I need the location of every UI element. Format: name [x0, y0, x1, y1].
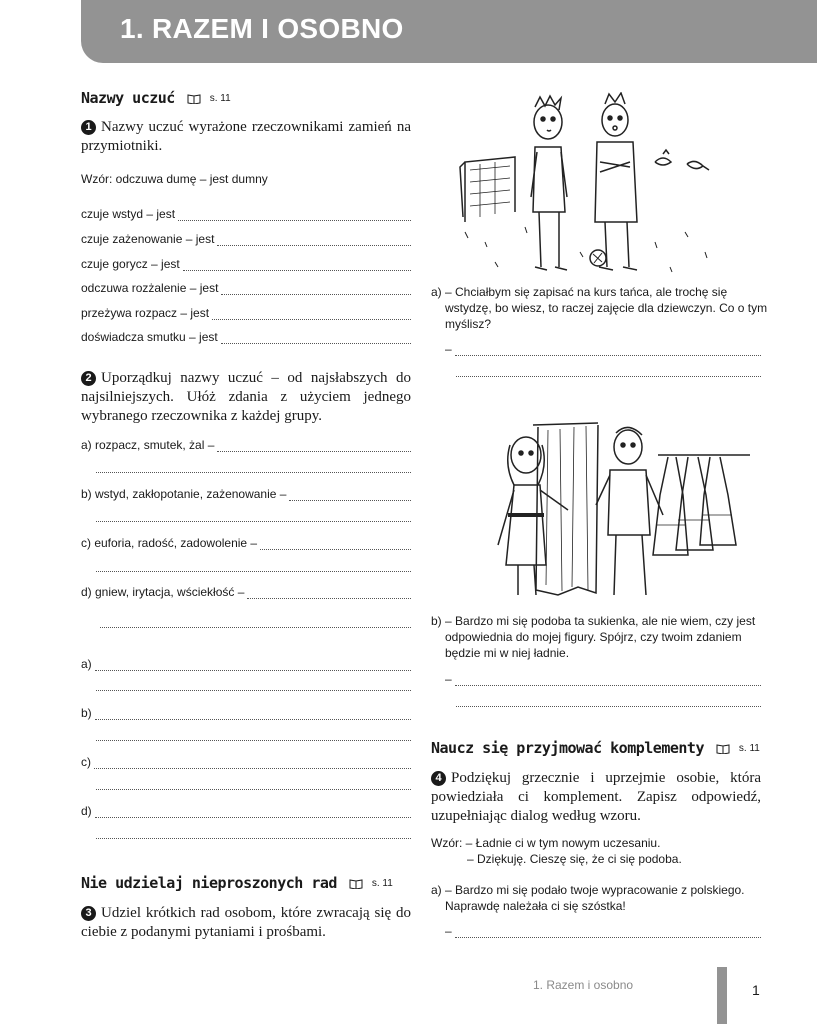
- section-title-text: Naucz się przyjmować komplementy: [431, 739, 704, 757]
- answer-line[interactable]: [96, 789, 411, 790]
- exercise-text: Udziel krótkich rad osobom, które zwracają się do ciebie z podanymi pytaniami i prośbami.: [81, 905, 411, 940]
- item-label: doświadcza smutku – jest: [81, 330, 218, 344]
- exercise-number: 3: [81, 906, 96, 921]
- group-label: c) euforia, radość, zadowolenie –: [81, 536, 258, 550]
- exercise-1-item[interactable]: [81, 330, 411, 344]
- exercise-number: 1: [81, 120, 96, 135]
- sentence-row[interactable]: [81, 706, 411, 720]
- page-number: 1: [752, 982, 760, 998]
- exercise-text: Podziękuj grzecznie i uprzejmie osobie, która powiedziała ci komplement. Zapisz odpowiedź, uzupełniając dialog według wzoru.: [431, 770, 761, 824]
- answer-line[interactable]: [95, 807, 411, 818]
- exercise-1-item[interactable]: [81, 281, 411, 295]
- answer-line[interactable]: [96, 571, 411, 572]
- exercise-1-item[interactable]: [81, 207, 411, 221]
- answer-line[interactable]: [95, 660, 411, 671]
- answer-line[interactable]: [212, 309, 411, 320]
- exercise-4-example-2: – Dziękuję. Cieszę się, że ci się podoba.: [467, 852, 682, 866]
- answer-line[interactable]: [221, 284, 411, 295]
- row-letter: b): [81, 706, 92, 720]
- answer-line[interactable]: [455, 927, 761, 938]
- exercise-4-example-1: Wzór: – Ładnie ci w tym nowym uczesaniu.: [431, 836, 661, 850]
- exercise-number: 4: [431, 771, 446, 786]
- exercise-text: Uporządkuj nazwy uczuć – od najsłabszych do najsilniejszych. Ułóż zdania z użyciem jednego wybranego rzeczownika z każdej grupy.: [81, 370, 411, 424]
- exercise-number: 2: [81, 371, 96, 386]
- page-ref: s. 11: [738, 743, 760, 755]
- answer-line[interactable]: [100, 627, 411, 628]
- answer-line[interactable]: [94, 758, 411, 769]
- dash: –: [445, 672, 452, 686]
- answer-line[interactable]: [96, 740, 411, 741]
- answer-line[interactable]: [456, 376, 761, 377]
- boys-illustration: [455, 92, 725, 277]
- answer-line[interactable]: [455, 345, 761, 356]
- exercise-3-instruction: [81, 904, 411, 942]
- exercise-1-item[interactable]: [81, 232, 411, 246]
- section-title-komplementy: [431, 739, 760, 758]
- item-label: czuje gorycz – jest: [81, 257, 180, 271]
- answer-line[interactable]: [96, 472, 411, 473]
- exercise-1-instruction: [81, 118, 411, 156]
- answer-line[interactable]: [455, 675, 761, 686]
- footer-bar: [717, 967, 727, 1024]
- footer-chapter: 1. Razem i osobno: [533, 978, 634, 992]
- answer-line[interactable]: [260, 539, 411, 550]
- section-title-text: Nie udzielaj nieproszonych rad: [81, 874, 337, 892]
- answer-line[interactable]: [289, 490, 411, 501]
- dialog-b-answer[interactable]: [445, 672, 761, 686]
- book-icon: [716, 744, 730, 754]
- book-icon: [187, 94, 201, 104]
- exercise-2-group[interactable]: [81, 487, 411, 501]
- dialog-b: b) – Bardzo mi się podoba ta sukienka, ale nie wiem, czy jest odpowiednia do mojej figury. Spójrz, czy twoim zdaniem będzie mi w niej ładnie.: [431, 614, 756, 660]
- answer-line[interactable]: [96, 690, 411, 691]
- answer-line[interactable]: [183, 260, 411, 271]
- section-title-nazwy-uczuc: [81, 89, 231, 108]
- sentence-row[interactable]: [81, 657, 411, 671]
- sentence-row[interactable]: [81, 755, 411, 769]
- exercise-1-item[interactable]: [81, 306, 411, 320]
- exercise-2-group[interactable]: [81, 438, 411, 452]
- page-ref: s. 11: [371, 878, 393, 890]
- dash: –: [445, 342, 452, 356]
- section-title-text: Nazwy uczuć: [81, 89, 175, 107]
- page-ref: s. 11: [209, 93, 231, 105]
- exercise-4-instruction: [431, 769, 761, 826]
- section-title-nie-udzielaj: [81, 874, 393, 893]
- exercise-4-answer[interactable]: [445, 924, 761, 938]
- answer-line[interactable]: [247, 588, 411, 599]
- exercise-text: Nazwy uczuć wyrażone rzeczownikami zamień na przymiotniki.: [81, 119, 411, 154]
- answer-line[interactable]: [96, 838, 411, 839]
- item-label: odczuwa rozżalenie – jest: [81, 281, 219, 295]
- answer-line[interactable]: [217, 441, 411, 452]
- group-label: b) wstyd, zakłopotanie, zażenowanie –: [81, 487, 287, 501]
- exercise-2-instruction: [81, 369, 411, 426]
- exercise-2-group[interactable]: [81, 536, 411, 550]
- answer-line[interactable]: [217, 235, 411, 246]
- answer-line[interactable]: [456, 706, 761, 707]
- book-icon: [349, 879, 363, 889]
- girls-illustration: [488, 415, 758, 600]
- answer-line[interactable]: [95, 709, 411, 720]
- row-letter: c): [81, 755, 91, 769]
- group-label: d) gniew, irytacja, wściekłość –: [81, 585, 245, 599]
- item-label: czuje wstyd – jest: [81, 207, 176, 221]
- exercise-4-item-a: a) – Bardzo mi się podało twoje wypracowanie z polskiego. Naprawdę należała ci się szóstka!: [431, 883, 745, 913]
- sentence-row[interactable]: [81, 804, 411, 818]
- group-label: a) rozpacz, smutek, żal –: [81, 438, 215, 452]
- answer-line[interactable]: [96, 521, 411, 522]
- exercise-1-example: Wzór: odczuwa dumę – jest dumny: [81, 172, 268, 186]
- row-letter: d): [81, 804, 92, 818]
- chapter-title: 1. RAZEM I OSOBNO: [120, 13, 404, 44]
- answer-line[interactable]: [178, 210, 411, 221]
- row-letter: a): [81, 657, 92, 671]
- item-label: czuje zażenowanie – jest: [81, 232, 215, 246]
- item-label: przeżywa rozpacz – jest: [81, 306, 210, 320]
- dash: –: [445, 924, 452, 938]
- exercise-2-group[interactable]: [81, 585, 411, 599]
- answer-line[interactable]: [221, 333, 411, 344]
- dialog-a-answer[interactable]: [445, 342, 761, 356]
- exercise-1-item[interactable]: [81, 257, 411, 271]
- dialog-a: a) – Chciałbym się zapisać na kurs tańca, ale trochę się wstydzę, bo wiesz, to raczej zajęcie dla dziewczyn. Co o tym myślisz?: [431, 285, 768, 331]
